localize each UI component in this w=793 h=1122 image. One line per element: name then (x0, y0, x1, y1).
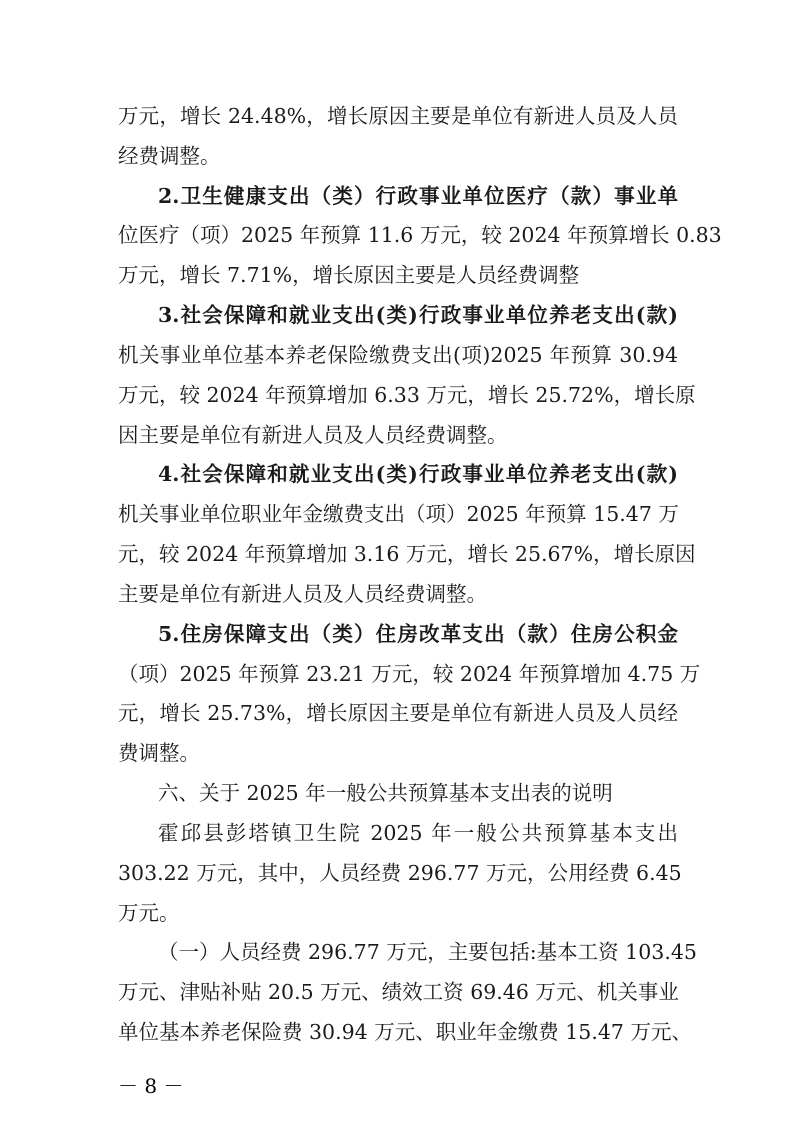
section-heading: 六、关于 2025 年一般公共预算基本支出表的说明 (158, 781, 613, 805)
text-line: 费调整。 (118, 741, 200, 765)
text-line: 万元，较 2024 年预算增加 6.33 万元，增长 25.72%，增长原 (118, 383, 696, 407)
text-line: 303.22 万元，其中，人员经费 296.77 万元，公用经费 6.45 (118, 861, 682, 885)
page-number: － 8 － (118, 1074, 184, 1098)
text-line: 经费调整。 (118, 144, 221, 168)
text-line: （一）人员经费 296.77 万元，主要包括:基本工资 103.45 (158, 940, 697, 964)
text-line: （项）2025 年预算 23.21 万元，较 2024 年预算增加 4.75 万 (118, 662, 701, 686)
text-line: 主要是单位有新进人员及人员经费调整。 (118, 582, 487, 606)
text-line: 元，增长 25.73%，增长原因主要是单位有新进人员及人员经 (118, 701, 678, 725)
text-line: 元，较 2024 年预算增加 3.16 万元，增长 25.67%，增长原因 (118, 542, 696, 566)
text-line: 位医疗（项）2025 年预算 11.6 万元，较 2024 年预算增长 0.83 (118, 223, 722, 247)
section-heading: 3.社会保障和就业支出(类)行政事业单位养老支出(款) (158, 303, 678, 327)
section-heading: 5.住房保障支出（类）住房改革支出（款）住房公积金 (158, 622, 678, 646)
text-line: 万元，增长 7.71%，增长原因主要是人员经费调整 (118, 263, 580, 287)
text-line: 万元、津贴补贴 20.5 万元、绩效工资 69.46 万元、机关事业 (118, 980, 679, 1004)
text-line: 机关事业单位职业年金缴费支出（项）2025 年预算 15.47 万 (118, 502, 679, 526)
text-line: 霍邱县彭塔镇卫生院 2025 年一般公共预算基本支出 (158, 821, 678, 845)
section-heading: 4.社会保障和就业支出(类)行政事业单位养老支出(款) (158, 462, 678, 486)
section-heading: 2.卫生健康支出（类）行政事业单位医疗（款）事业单 (158, 184, 678, 208)
text-line: 单位基本养老保险费 30.94 万元、职业年金缴费 15.47 万元、 (118, 1020, 692, 1044)
text-line: 因主要是单位有新进人员及人员经费调整。 (118, 423, 508, 447)
text-line: 万元，增长 24.48%，增长原因主要是单位有新进人员及人员 (118, 104, 678, 128)
text-line: 万元。 (118, 901, 180, 925)
text-line: 机关事业单位基本养老保险缴费支出(项)2025 年预算 30.94 (118, 343, 678, 367)
